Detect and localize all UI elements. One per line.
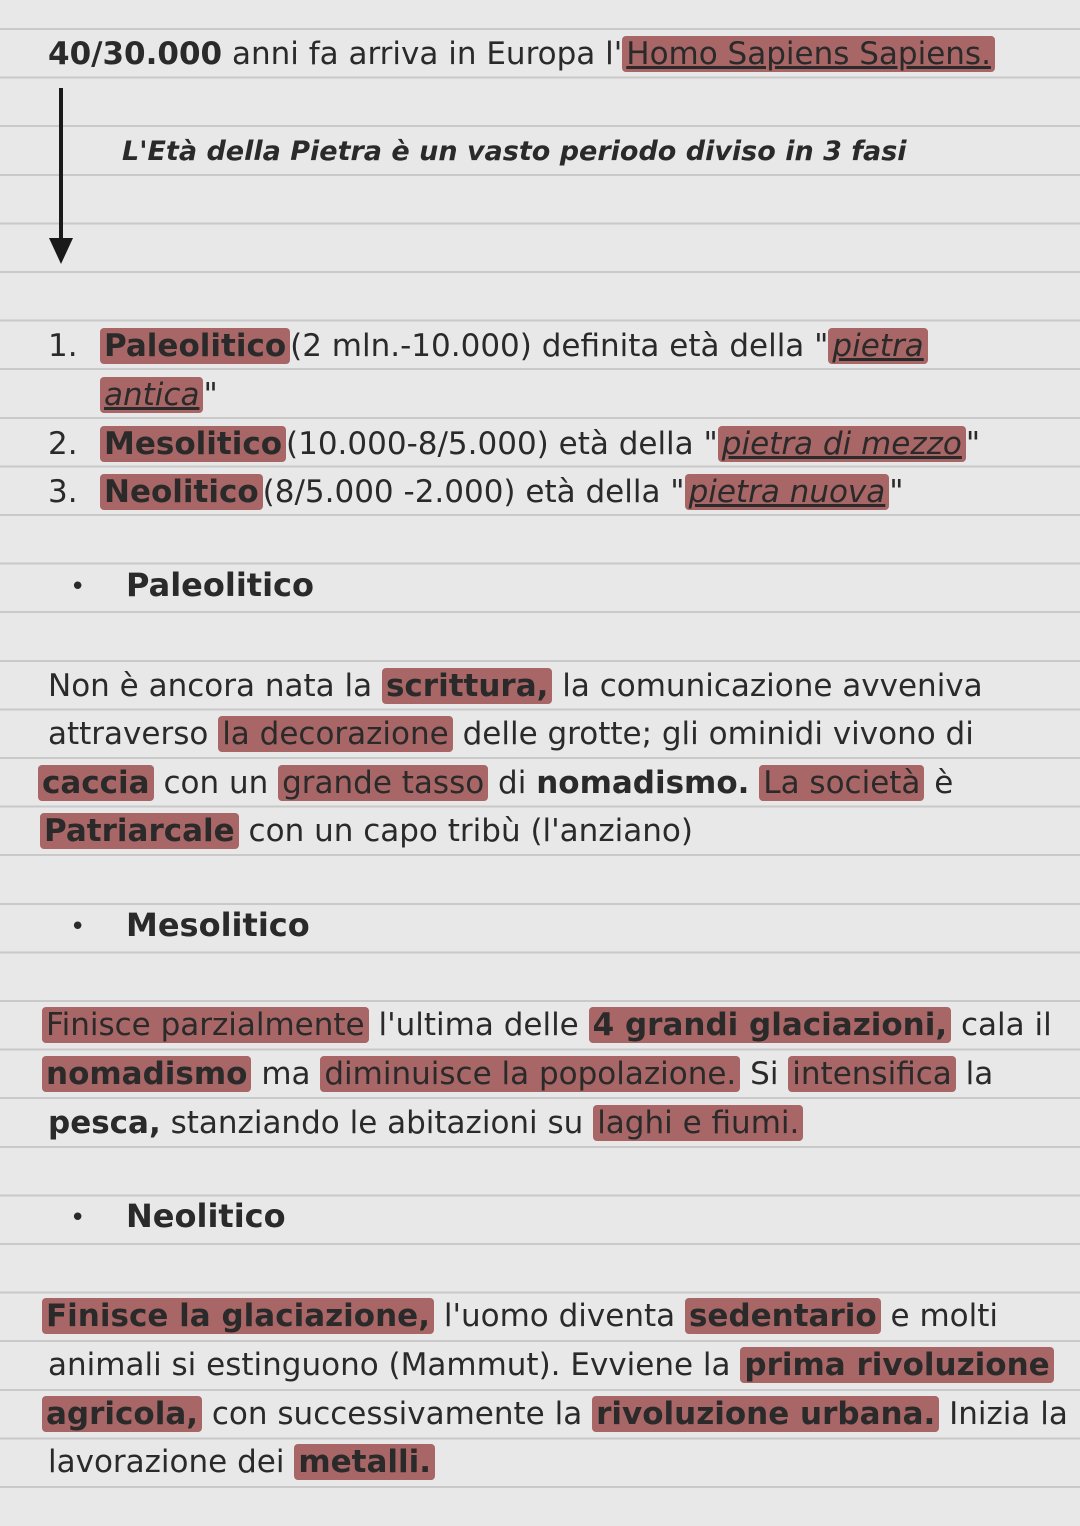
phase-quote: pietra nuova	[685, 474, 890, 510]
phase-desc: definita età della "	[531, 328, 829, 364]
phase-name: Neolitico	[100, 474, 263, 510]
text: pesca,	[48, 1105, 161, 1141]
phase-desc: età della "	[548, 426, 718, 462]
mesolitico-line-1	[42, 1005, 1052, 1045]
highlight: Patriarcale	[40, 813, 239, 849]
text: stanziando le abitazioni su	[160, 1105, 594, 1141]
neolitico-line-3	[42, 1394, 1068, 1434]
text: animali si estinguono (Mammut). Evviene la	[48, 1347, 741, 1383]
text: l'uomo diventa	[433, 1298, 685, 1334]
phase-name: Mesolitico	[100, 426, 286, 462]
highlight: Finisce la glaciazione,	[42, 1298, 434, 1334]
highlight: metalli.	[294, 1444, 435, 1480]
phase-dates: (8/5.000 -2.000)	[262, 474, 516, 510]
highlight: Finisce parzialmente	[42, 1007, 369, 1043]
mesolitico-line-2	[42, 1054, 993, 1094]
text: e molti	[880, 1298, 999, 1334]
mesolitico-line-3	[48, 1103, 803, 1143]
text: Si	[740, 1056, 789, 1092]
arrow-head-icon	[49, 238, 73, 264]
text: ma	[251, 1056, 321, 1092]
intro-highlight: Homo Sapiens Sapiens.	[622, 36, 995, 72]
phase-item-3	[48, 472, 904, 512]
highlight: laghi e fiumi.	[593, 1105, 803, 1141]
paleolitico-line-4	[40, 811, 693, 851]
highlight: rivoluzione urbana.	[592, 1396, 939, 1432]
phase-quote-cont: antica	[100, 377, 203, 413]
paleolitico-line-3	[38, 763, 953, 803]
highlight: La società	[759, 765, 924, 801]
neolitico-line-4	[48, 1442, 435, 1482]
phase-number: 1.	[48, 328, 78, 364]
phase-item-1	[48, 326, 928, 366]
highlight: caccia	[38, 765, 154, 801]
highlight: prima rivoluzione	[740, 1347, 1053, 1383]
text: delle grotte; gli ominidi vivono di	[452, 716, 974, 752]
text: è	[924, 765, 954, 801]
phase-number: 2.	[48, 426, 78, 462]
text: l'ultima delle	[368, 1007, 589, 1043]
phase-dates: (2 mln.-10.000)	[290, 328, 532, 364]
text: Non è ancora nata la	[48, 668, 382, 704]
bullet-icon: •	[70, 912, 86, 942]
phase-desc: età della "	[515, 474, 685, 510]
section-heading-paleolitico: Paleolitico	[126, 566, 314, 604]
text: lavorazione dei	[48, 1444, 295, 1480]
text: di	[488, 765, 537, 801]
highlight: 4 grandi glaciazioni,	[589, 1007, 952, 1043]
phase-name: Paleolitico	[100, 328, 290, 364]
arrow-note: L'Età della Pietra è un vasto periodo diviso in 3 fasi	[122, 136, 907, 167]
down-arrow-icon	[59, 88, 63, 240]
intro-text: anni fa arriva in Europa l'	[222, 36, 623, 72]
text: cala il	[951, 1007, 1052, 1043]
highlight: agricola,	[42, 1396, 202, 1432]
phase-close: "	[889, 474, 904, 510]
neolitico-line-2	[48, 1345, 1054, 1385]
text: Inizia la	[939, 1396, 1068, 1432]
text: la comunicazione avveniva	[552, 668, 983, 704]
bullet-icon: •	[70, 572, 86, 602]
section-heading-neolitico: Neolitico	[126, 1197, 286, 1235]
intro-date: 40/30.000	[48, 36, 223, 72]
phase-close: "	[965, 426, 981, 462]
text: nomadismo.	[536, 765, 750, 801]
highlight: diminuisce la popolazione.	[320, 1056, 740, 1092]
highlight: intensifica	[788, 1056, 955, 1092]
paleolitico-line-1	[48, 666, 983, 706]
phase-dates: (10.000-8/5.000)	[286, 426, 549, 462]
text: con un	[153, 765, 279, 801]
text: con un capo tribù (l'anziano)	[238, 813, 693, 849]
phase-item-2	[48, 424, 980, 464]
phase-number: 3.	[48, 474, 78, 510]
highlight: la decorazione	[218, 716, 453, 752]
phase-quote: pietra di mezzo	[718, 426, 966, 462]
neolitico-line-1	[42, 1296, 998, 1336]
bullet-icon: •	[70, 1203, 86, 1233]
text: attraverso	[48, 716, 219, 752]
text: con successivamente la	[202, 1396, 593, 1432]
phase-item-1-cont	[100, 375, 218, 415]
highlight: grande tasso	[278, 765, 488, 801]
highlight: nomadismo	[42, 1056, 251, 1092]
section-heading-mesolitico: Mesolitico	[126, 906, 310, 944]
phase-quote: pietra	[828, 328, 927, 364]
intro-line	[48, 34, 995, 74]
highlight: sedentario	[685, 1298, 881, 1334]
paleolitico-line-2	[48, 714, 974, 754]
highlight: scrittura,	[382, 668, 552, 704]
phase-close: "	[203, 377, 218, 413]
text: la	[955, 1056, 994, 1092]
